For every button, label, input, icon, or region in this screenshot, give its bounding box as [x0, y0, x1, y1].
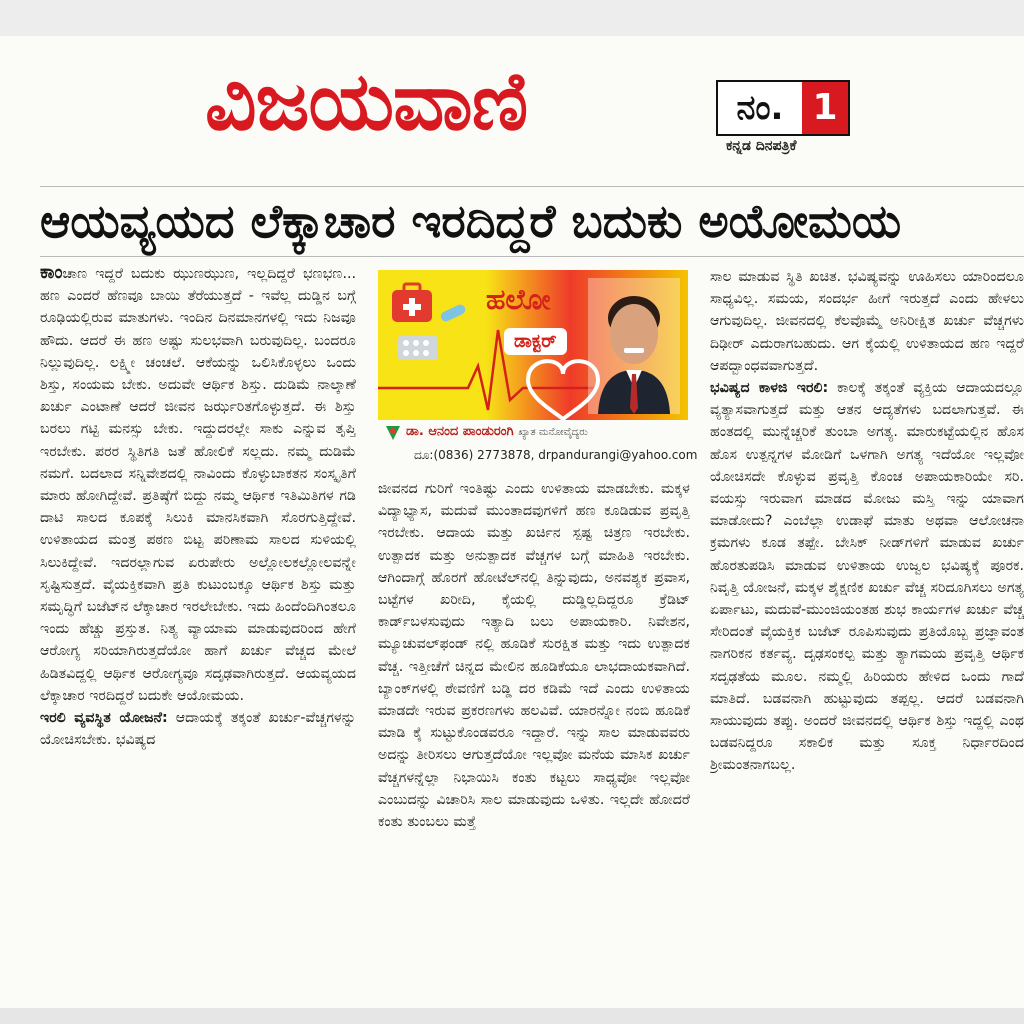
column-1-text-1: ಚಾಣ ಇದ್ದರೆ ಬದುಕು ಝುಣಝುಣ, ಇಲ್ಲದಿದ್ದರೆ ಭಣಭಣ... ಹಣ ಎಂದರೆ ಹೆಣವೂ ಬಾಯಿ ತೆರೆಯುತ್ತದೆ - ಇವೆಲ್ಲ ದುಡ್ಡಿನ ಬಗ್ಗೆ ರೂಢಿಯಲ್ಲಿರುವ ಮಾತುಗಳು. ಇಂದಿನ ದಿನಮಾನಗಳಲ್ಲಿ ಇದು ನಿಜವೂ ಹೌದು. ಆದರೆ ಈ ಹಣ ಅಷ್ಟು ಸುಲಭವಾಗಿ ಬರುವುದಿಲ್ಲ. ಬಂದರೂ ನಿಲ್ಲುವುದಿಲ್ಲ. ಲಕ್ಷ್ಮೀ ಚಂಚಲೆ. ಆಕೆಯನ್ನು ಒಲಿಸಿಕೊಳ್ಳಲು ಒಂದು ಶಿಸ್ತು, ಸಂಯಮ ಬೇಕು. ಅದುವೇ ಆರ್ಥಿಕ ಶಿಸ್ತು. ದುಡಿಮೆ ನಾಲ್ಕಾಣೆ ಖರ್ಚು ಎಂಟಾಣೆ ಆದರೆ ಜೀವನ ಜರ್ಝರಿತಗೊಳ್ಳುತ್ತದೆ. ಈ ಶಿಸ್ತು ಬರಲು ಗಟ್ಟಿ ಮನಸ್ಸು ಬೇಕು. ಇದ್ದುದರಲ್ಲೇ ಸಾಕು ಎನ್ನುವ ತೃಪ್ತಿ ಇರಬೇಕು. ಪರರ ಸ್ಥಿತಿಗತಿ ಜತೆ ಹೋಲಿಕೆ ಸಲ್ಲದು. ನಮ್ಮ ದುಡಿಮೆ ನಮಗೆ. ಬದಲಾದ ಸನ್ನಿವೇಶದಲ್ಲಿ ನಾವಿಂದು ಕೊಳ್ಳುಬಾಕತನ ಸಂಸ್ಕೃತಿಗೆ ಮಾರು ಹೋಗಿದ್ದೇವೆ. ಪ್ರತಿಷ್ಠೆಗೆ ಬಿದ್ದು ನಮ್ಮ ಆರ್ಥಿಕ ಇತಿಮಿತಿಗಳ ಗಡಿ ದಾಟಿ ಸಾಲದ ಕೂಪಕ್ಕೆ ಸಿಲುಕಿ ಮಾನಸಿಕವಾಗಿ ಸೊರಗುತ್ತಿದ್ದೇವೆ. ಉಳಿತಾಯದ ಮಂತ್ರ ಪಠಣ ಬಿಟ್ಟ ಪರಿಣಾಮ ಸಾಲದ ಸುಳಿಯಲ್ಲಿ ಸಿಲುಕಿದ್ದೇವೆ. ಇದರಲ್ಲಾಗುವ ಏರುಪೇರು ಅಲ್ಲೋಲಕಲ್ಲೋಲವನ್ನೇ ಸೃಷ್ಟಿಸುತ್ತದೆ. ವೈಯಕ್ತಿಕವಾಗಿ ಪ್ರತಿ ಕುಟುಂಬಕ್ಕೂ ಆರ್ಥಿಕ ಶಿಸ್ತು ಮತ್ತು ಸಮೃದ್ಧಿಗೆ ಬಜೆಟ್‌ನ ಲೆಕ್ಕಾಚಾರ ಇರಲೇಬೇಕು. ಇದು ಹಿಂದೆಂದಿಗಿಂತಲೂ ಇಂದು ಹೆಚ್ಚು ಪ್ರಸ್ತುತ. ನಿತ್ಯ ವ್ಯಾಯಾಮ ಮಾಡುವುದರಿಂದ ಹೇಗೆ ಆರೋಗ್ಯ ಸರಿಯಾಗಿರುತ್ತದೆಯೋ ಹಾಗೆ ಖರ್ಚು ವೆಚ್ಚದ ಮೇಲೆ ಹಿಡಿತವಿದ್ದಲ್ಲಿ ಆರ್ಥಿಕ ಆರೋಗ್ಯವೂ ಸದೃಢವಾಗಿರುತ್ತದೆ. ಆಯವ್ಯಯದ ಲೆಕ್ಕಾಚಾರ ಇರದಿದ್ದರೆ ಬದುಕೇ ಆಯೋಮಯ.: [40, 266, 356, 704]
column-2-paragraph-1: ಜೀವನದ ಗುರಿಗೆ ಇಂತಿಷ್ಟು ಎಂದು ಉಳಿತಾಯ ಮಾಡಬೇಕು. ಮಕ್ಕಳ ವಿದ್ಯಾಭ್ಯಾಸ, ಮದುವೆ ಮುಂತಾದವುಗಳಿಗೆ ಹಣ ಕೂಡಿಡುವ ಪ್ರವೃತ್ತಿ ಇರಬೇಕು. ಆದಾಯ ಮತ್ತು ಖರ್ಚಿನ ಸ್ಪಷ್ಟ ಚಿತ್ರಣ ಇರಬೇಕು. ಉತ್ಪಾದಕ ಮತ್ತು ಅನುತ್ಪಾದಕ ವೆಚ್ಚಗಳ ಬಗ್ಗೆ ಮಾಹಿತಿ ಇರಬೇಕು. ಆಗಿಂದಾಗ್ಗೆ ಹೊರಗೆ ಹೋಟೆಲ್‌ನಲ್ಲಿ ತಿನ್ನುವುದು, ಅನವಶ್ಯಕ ಪ್ರವಾಸ, ಬಟ್ಟೆಗಳ ಖರೀದಿ, ಕೈಯಲ್ಲಿ ದುಡ್ಡಿಲ್ಲದಿದ್ದರೂ ಕ್ರೆಡಿಟ್ ಕಾರ್ಡ್‌ಬಳಸುವುದು ಇತ್ಯಾದಿ ಬಲು ಅಪಾಯಕಾರಿ. ನಿವೇಶನ, ಮ್ಯೂಚುವಲ್‌ಫಂಡ್ ನಲ್ಲಿ ಹೂಡಿಕೆ ಸುರಕ್ಷಿತ ಮತ್ತು ಇದು ಉತ್ಪಾದಕ ವೆಚ್ಚ. ಇತ್ತೀಚೆಗೆ ಚಿನ್ನದ ಮೇಲಿನ ಹೂಡಿಕೆಯೂ ಲಾಭದಾಯಕವಾಗಿದೆ. ಬ್ಯಾಂಕ್‌ಗಳಲ್ಲಿ ಠೇವಣಿಗೆ ಬಡ್ಡಿ ದರ ಕಡಿಮೆ ಇದೆ ಎಂದು ಉಳಿತಾಯ ಮಾಡದೇ ಇರುವ ಪ್ರಕರಣಗಳು ಹಲವಿವೆ. ಯಾರನ್ನೋ ನಂಬಿ ಹೂಡಿಕೆ ಮಾಡಿ ಕೈ ಸುಟ್ಟುಕೊಂಡವರೂ ಇದ್ದಾರೆ. ಇನ್ನು ಸಾಲ ಮಾಡುವವರು ಅದನ್ನು ತೀರಿಸಲು ಆಗುತ್ತದೆಯೋ ಇಲ್ಲವೋ ಮನೆಯ ಮಾಸಿಕ ಖರ್ಚು ವೆಚ್ಚಗಳನ್ನೆಲ್ಲಾ ನಿಭಾಯಿಸಿ ಕಂತು ಕಟ್ಟಲು ಸಾಧ್ಯವೋ ಇಲ್ಲವೋ ಎಂಬುದನ್ನು ವಿಚಾರಿಸಿ ಸಾಲ ಮಾಡುವುದು ಒಳಿತು. ಇಲ್ಲದೇ ಹೋದರೆ ಕಂತು ತುಂಬಲು ಮತ್ತೆ: [378, 481, 690, 831]
badge-text: ನಂ.: [718, 82, 802, 134]
badge-number: 1: [802, 82, 848, 134]
doctor-portrait: [588, 278, 680, 414]
columnist-name: ಡಾ. ಆನಂದ ಪಾಂಡುರಂಗಿ: [406, 424, 514, 439]
lead-word: ಕಾಂ: [40, 262, 63, 283]
medical-kit-icon: [388, 280, 478, 390]
masthead-subtitle: ಕನ್ನಡ ದಿನಪತ್ರಿಕೆ: [726, 138, 797, 154]
columnist-designation: ಖ್ಯಾತ ಮನೋವೈದ್ಯರು: [518, 427, 588, 438]
column-3-subheading: ಭವಿಷ್ಯದ ಕಾಳಜಿ ಇರಲಿ:: [710, 380, 829, 397]
article-column-1: [40, 262, 356, 1008]
column-3-paragraph-1: ಸಾಲ ಮಾಡುವ ಸ್ಥಿತಿ ಖಚಿತ. ಭವಿಷ್ಯವನ್ನು ಊಹಿಸಲು ಯಾರಿಂದಲೂ ಸಾಧ್ಯವಿಲ್ಲ. ಸಮಯ, ಸಂದರ್ಭ ಹೀಗೆ ಇರುತ್ತದೆ ಎಂದು ಹೇಳಲು ಆಗುವುದಿಲ್ಲ. ಜೀವನದಲ್ಲಿ ಕೆಲವೊಮ್ಮೆ ಅನಿರೀಕ್ಷಿತ ಖರ್ಚು ವೆಚ್ಚಗಳು ದಿಢೀರ್ ಎದುರಾಗಬಹುದು. ಆಗ ಕೈಯಲ್ಲಿ ಉಳಿತಾಯದ ಹಣ ಇದ್ದರೆ ಆಪದ್ಬಾಂಧವವಾಗುತ್ತದೆ.: [710, 269, 1024, 374]
number-one-badge: [716, 80, 850, 136]
headline-divider: [40, 256, 1024, 257]
column-3-paragraph-2: [710, 377, 1024, 777]
columnist-logo-icon: [384, 424, 402, 442]
columnist-byline: [406, 424, 716, 439]
photo-top-background: [0, 0, 1024, 36]
column-1-paragraph-1: [40, 262, 356, 707]
banner-doctor-label: ಡಾಕ್ಟರ್: [504, 328, 567, 355]
column-1-text-2: ಆದಾಯಕ್ಕೆ ತಕ್ಕಂತೆ ಖರ್ಚು-ವೆಚ್ಚಗಳನ್ನು ಯೋಚಿಸಬೇಕು. ಭವಿಷ್ಯದ: [40, 710, 356, 749]
banner-hello-text: ಹಲೋ: [486, 283, 551, 316]
article-headline: ಆಯವ್ಯಯದ ಲೆಕ್ಕಾಚಾರ ಇರದಿದ್ದರೆ ಬದುಕು ಅಯೋಮಯ: [40, 194, 902, 248]
article-column-2: [378, 478, 690, 1008]
column-1-paragraph-2: [40, 707, 356, 751]
masthead-divider: [40, 186, 1024, 187]
column-1-subheading: ಇರಲಿ ವ್ಯವಸ್ಥಿತ ಯೋಜನೆ:: [40, 710, 168, 727]
masthead-title: ವಿಜಯವಾಣಿ: [205, 55, 528, 148]
columnist-contact: ದೂ:(0836) 2773878, drpandurangi@yahoo.com: [414, 448, 698, 462]
article-column-3: [710, 266, 1024, 1008]
column-3-text-2: ಕಾಲಕ್ಕೆ ತಕ್ಕಂತೆ ವ್ಯಕ್ತಿಯ ಆದಾಯದಲ್ಲೂ ವ್ಯತ್ಯಾಸವಾಗುತ್ತದೆ ಮತ್ತು ಆತನ ಆದ್ಯತೆಗಳು ಬದಲಾಗುತ್ತವೆ. ಈ ಹಂತದಲ್ಲಿ ಮುನ್ನೆಚ್ಚರಿಕೆ ತುಂಬಾ ಅಗತ್ಯ. ಮಾರುಕಟ್ಟೆಯಲ್ಲಿನ ಹೊಸ ಹೊಸ ಉತ್ಪನ್ನಗಳ ಮೋಡಿಗೆ ಒಳಗಾಗಿ ಅಗತ್ಯ ಇದೆಯೋ ಇಲ್ಲವೋ ಯೋಚಿಸದೇ ಕೊಳ್ಳುವ ಪ್ರವೃತ್ತಿ ಕೊಂಚ ಅಪಾಯಕಾರಿಯೇ ಸರಿ. ವಯಸ್ಸು ಇರುವಾಗ ಮಾಡದ ಮೋಜು ಮಸ್ತಿ ಇನ್ನು ಯಾವಾಗ ಮಾಡೋದು? ಎಂಬೆಲ್ಲಾ ಉಡಾಫೆ ಮಾತು ಅಥವಾ ಆಲೋಚನಾ ಕ್ರಮಗಳು ಕೂಡ ತಪ್ಪೇ. ಬೇಸಿಕ್ ನೀಡ್‌ಗಳಿಗೆ ಮಾಡುವ ಖರ್ಚು ಹೊರತುಪಡಿಸಿ ಮಾಡುವ ಉಳಿತಾಯ ಉಜ್ವಲ ಭವಿಷ್ಯಕ್ಕೆ ಪೂರಕ. ನಿವೃತ್ತಿ ಯೋಜನೆ, ಮಕ್ಕಳ ಶೈಕ್ಷಣಿಕ ಖರ್ಚು ವೆಚ್ಚ ಸರಿದೂಗಿಸಲು ಅಗತ್ಯ ಏರ್ಪಾಟು, ಮದುವೆ-ಮುಂಜಿಯಂತಹ ಶುಭ ಕಾರ್ಯಗಳ ಖರ್ಚು ವೆಚ್ಚ ಸೇರಿದಂತೆ ವೈಯಕ್ತಿಕ ಬಜೆಟ್ ರೂಪಿಸುವುದು ಪ್ರತಿಯೊಬ್ಬ ಪ್ರಜ್ಞಾವಂತ ನಾಗರಿಕನ ಕರ್ತವ್ಯ. ದೃಢಸಂಕಲ್ಪ ಮತ್ತು ತ್ಯಾಗಮಯ ಪ್ರವೃತ್ತಿ ಆರ್ಥಿಕ ಸದೃಢತೆಯ ಮೂಲ. ನಮ್ಮಲ್ಲಿ ಹಿರಿಯರು ಹೇಳಿದ ಒಂದು ಗಾದೆ ಮಾತಿದೆ. ಬಡವನಾಗಿ ಹುಟ್ಟುವುದು ತಪ್ಪಲ್ಲ. ಆದರೆ ಬಡವನಾಗಿ ಸಾಯುವುದು ತಪ್ಪು. ಅಂದರೆ ಜೀವನದಲ್ಲಿ ಆರ್ಥಿಕ ಶಿಸ್ತು ಇದ್ದಲ್ಲಿ ಎಂಥ ಬಡವನಿದ್ದರೂ ಸಕಾಲಿಕ ಮತ್ತು ಸೂಕ್ತ ನಿರ್ಧಾರದಿಂದ ಶ್ರೀಮಂತನಾಗಬಲ್ಲ.: [710, 380, 1024, 774]
photo-bottom-background: [0, 1008, 1024, 1024]
hello-doctor-banner: [378, 270, 688, 420]
